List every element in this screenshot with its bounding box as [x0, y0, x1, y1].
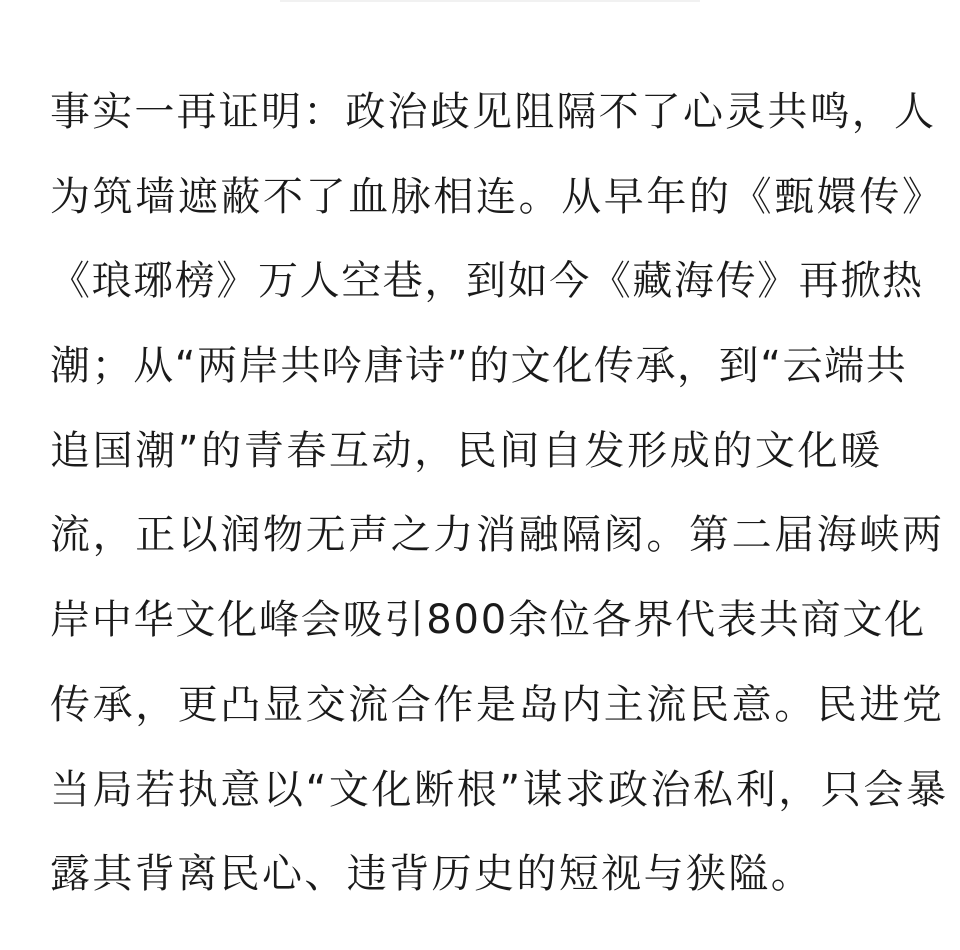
article-line-2: 为筑墙遮蔽不了血脉相连。从早年的《甄嬛传》 [50, 173, 945, 220]
article-line-9: 当局若执意以“文化断根”谋求政治私利，只会暴 [50, 766, 949, 813]
article-line-6: 流，正以润物无声之力消融隔阂。第二届海峡两 [50, 512, 945, 559]
top-divider [280, 0, 700, 2]
article-line-4: 潮；从“两岸共吟唐诗”的文化传承，到“云端共 [50, 343, 908, 390]
article-line-1: 事实一再证明：政治歧见阻隔不了心灵共鸣，人 [50, 89, 937, 135]
article-body [50, 70, 949, 917]
article-line-10: 露其背离民心、违背历史的短视与狭隘。 [50, 851, 814, 898]
article-line-7: 岸中华文化峰会吸引800余位各界代表共商文化 [50, 597, 926, 644]
article-line-8: 传承，更凸显交流合作是岛内主流民意。民进党 [50, 681, 945, 728]
article-line-5: 追国潮”的青春互动，民间自发形成的文化暖 [50, 427, 883, 474]
article-line-3: 《琅琊榜》万人空巷，到如今《藏海传》再掀热 [50, 258, 924, 305]
